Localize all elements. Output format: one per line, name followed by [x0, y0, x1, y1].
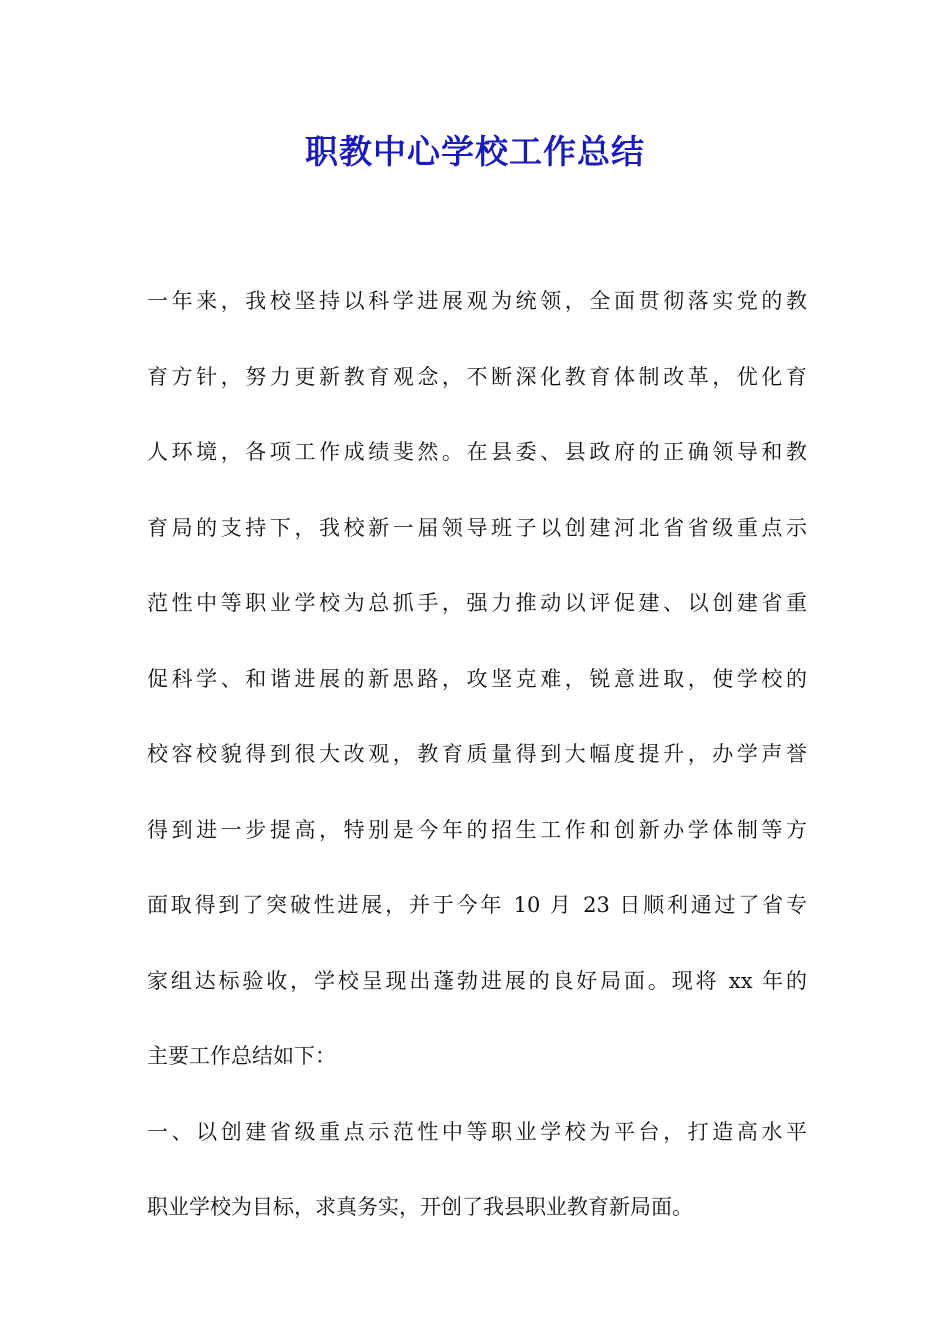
paragraph-line: 育方针，努力更新教育观念，不断深化教育体制改革，优化育	[147, 364, 807, 389]
paragraph-line: 育局的支持下，我校新一届领导班子以创建河北省省级重点示	[147, 515, 807, 540]
paragraph-line: 范性中等职业学校为总抓手，强力推动以评促建、以创建省重	[147, 591, 807, 615]
paragraph-line: 主要工作总结如下：	[147, 1044, 336, 1068]
paragraph-line: 促科学、和谐进展的新思路，攻坚克难，锐意进取，使学校的	[147, 666, 807, 691]
paragraph-line: 校容校貌得到很大改观，教育质量得到大幅度提升，办学声誉	[147, 742, 807, 766]
section-heading-line: 职业学校为目标，求真务实，开创了我县职业教育新局面。	[147, 1195, 693, 1219]
paragraph-line: 人环境，各项工作成绩斐然。在县委、县政府的正确领导和教	[147, 440, 807, 464]
paragraph-line: 家组达标验收，学校呈现出蓬勃进展的良好局面。现将 xx 年的	[147, 968, 807, 993]
paragraph-line: 一年来，我校坚持以科学进展观为统领，全面贯彻落实党的教	[147, 289, 807, 313]
paragraph-line: 面取得到了突破性进展，并于今年 10 月 23 日顺利通过了省专	[147, 893, 807, 917]
document-body	[147, 264, 807, 1246]
section-heading-line: 一、以创建省级重点示范性中等职业学校为平台，打造高水平	[147, 1119, 807, 1144]
paragraph-line: 得到进一步提高，特别是今年的招生工作和创新办学体制等方	[147, 817, 807, 842]
document-title: 职教中心学校工作总结	[305, 132, 645, 171]
